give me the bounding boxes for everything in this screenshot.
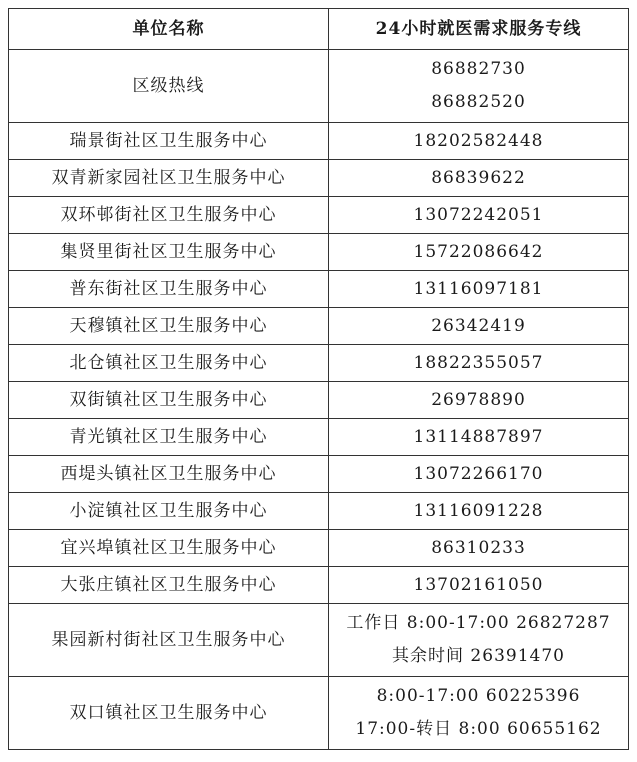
unit-name-cell: 天穆镇社区卫生服务中心 [9,308,329,345]
hotline-cell [329,493,629,530]
unit-name-cell: 小淀镇社区卫生服务中心 [9,493,329,530]
table-row [9,308,629,345]
hotline-cell [329,160,629,197]
hotline-number: 13072266170 [413,463,544,484]
table-row [9,197,629,234]
hotline-cell [329,197,629,234]
hotline-number: 26978890 [431,389,526,410]
table-row [9,123,629,160]
hotline-cell [329,419,629,456]
table-row [9,50,629,123]
hotline-number: 26342419 [431,315,526,336]
table-row [9,382,629,419]
hotline-number: 18822355057 [413,352,544,373]
unit-name-cell: 双口镇社区卫生服务中心 [9,677,329,750]
unit-name-cell: 双街镇社区卫生服务中心 [9,382,329,419]
header-hotline: 24小时就医需求服务专线 [329,9,629,50]
hotline-number: 13114887897 [413,426,544,447]
hotline-table-container [8,8,628,750]
hotline-cell [329,604,629,677]
hotline-table [8,8,629,750]
hotline-number: 86839622 [431,167,526,188]
hotline-cell [329,345,629,382]
hotline-number: 其余时间 26391470 [392,646,565,666]
hotline-cell [329,308,629,345]
hotline-cell [329,530,629,567]
table-row [9,456,629,493]
unit-name-cell: 青光镇社区卫生服务中心 [9,419,329,456]
table-row [9,345,629,382]
hotline-number: 13702161050 [413,574,544,595]
hotline-number: 工作日 8:00-17:00 26827287 [346,613,611,633]
unit-name-cell: 双青新家园社区卫生服务中心 [9,160,329,197]
table-row [9,530,629,567]
hotline-cell [329,677,629,750]
hotline-cell [329,456,629,493]
table-row [9,271,629,308]
hotline-number: 86882730 [431,59,526,79]
table-row [9,677,629,750]
table-row [9,604,629,677]
header-row [9,9,629,50]
hotline-number: 15722086642 [413,241,544,262]
unit-name-cell: 大张庄镇社区卫生服务中心 [9,567,329,604]
hotline-cell [329,271,629,308]
hotline-number: 86310233 [431,537,526,558]
hotline-number: 18202582448 [413,130,544,151]
unit-name-cell: 瑞景街社区卫生服务中心 [9,123,329,160]
hotline-number: 13116097181 [413,278,544,299]
unit-name-cell: 集贤里街社区卫生服务中心 [9,234,329,271]
table-body [9,50,629,750]
unit-name-cell: 双环邨街社区卫生服务中心 [9,197,329,234]
hotline-number: 86882520 [431,92,526,112]
hotline-number: 13072242051 [413,204,544,225]
table-row [9,493,629,530]
hotline-cell [329,50,629,123]
table-row [9,419,629,456]
header-unit-name: 单位名称 [9,9,329,50]
hotline-number: 8:00-17:00 60225396 [376,686,581,706]
unit-name-cell: 宜兴埠镇社区卫生服务中心 [9,530,329,567]
hotline-cell [329,234,629,271]
unit-name-cell: 普东街社区卫生服务中心 [9,271,329,308]
unit-name-cell: 区级热线 [9,50,329,123]
table-row [9,567,629,604]
unit-name-cell: 北仓镇社区卫生服务中心 [9,345,329,382]
hotline-number: 13116091228 [413,500,544,521]
unit-name-cell: 果园新村街社区卫生服务中心 [9,604,329,677]
hotline-number: 17:00-转日 8:00 60655162 [355,719,602,739]
hotline-cell [329,123,629,160]
table-row [9,234,629,271]
hotline-cell [329,567,629,604]
hotline-cell [329,382,629,419]
table-row [9,160,629,197]
unit-name-cell: 西堤头镇社区卫生服务中心 [9,456,329,493]
